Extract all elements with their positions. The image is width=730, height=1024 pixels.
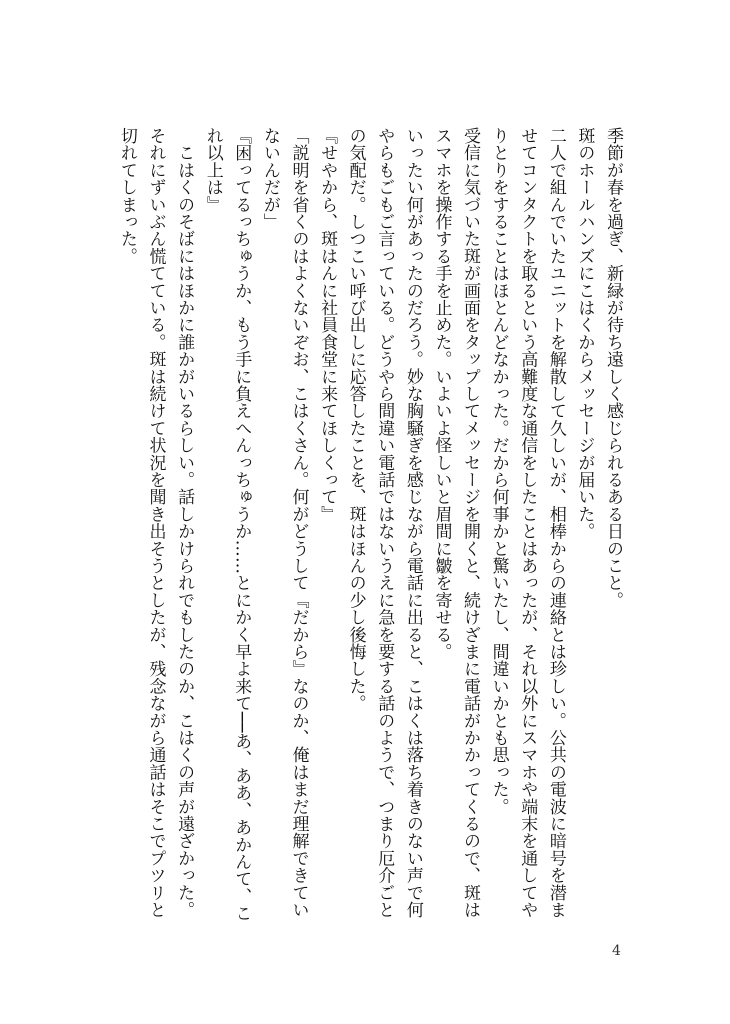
dialogue-kohaku-2: 『困ってるっちゅうか、もう手に負えへんっちゅうか……とにかく早よ来て──あ、ああ、あかんて、これ以上は』 [202, 127, 252, 922]
paragraph-2: 斑のホールハンズにこはくからメッセージが届いた。 [574, 127, 595, 540]
novel-text-body [112, 127, 627, 927]
paragraph-6: こはくのそばにはほかに誰かがいるらしい。話しかけられでもしたのか、こはくの声が遠ざかった。それにずいぶん慌てている。斑は続けて状況を聞き出そうとしたが、残念ながら通話はそこでプツリと切れてしまった。 [116, 127, 195, 919]
paragraph-1: 季節が春を過ぎ、新緑が待ち遠しく感じられるある日のこと。 [603, 127, 623, 609]
dialogue-kohaku-1: 『せやから、斑はんに社員食堂に来てほしくって』 [317, 127, 338, 523]
paragraph-3: 二人で組んでいたユニットを解散して久しいが、相棒からの連絡とは珍しい。公共の電波に暗号を潜ませてコンタクトを取るという高難度な通信をしたことはあったが、それ以外にスマホや端末を通してやりとりをすることはほとんどなかった。だから何事かと驚いたし、間違いかとも思った。 [488, 127, 566, 919]
dialogue-madara-1: 「説明を省くのはよくないぞお、こはくさん。何がどうして『だから』なのか、俺はまだ理解できていないんだが」 [259, 127, 309, 919]
paragraph-5: いったい何があったのだろう。妙な胸騒ぎを感じながら電話に出ると、こはくは落ち着きのない声で何やらもごもご言っている。どうやら間違い電話ではないうえに急を要する話のようで、つまり厄介ごとの気配だ。しつこい呼び出しに応答したことを、斑はほんの少し後悔した。 [345, 127, 423, 919]
paragraph-4: 受信に気づいた斑が画面をタップしてメッセージを開くと、続けざまに電話がかかってくるので、斑はスマホを操作する手を止めた。いよいよ怪しいと眉間に皺を寄せる。 [431, 127, 481, 919]
page-number: 4 [612, 943, 621, 959]
